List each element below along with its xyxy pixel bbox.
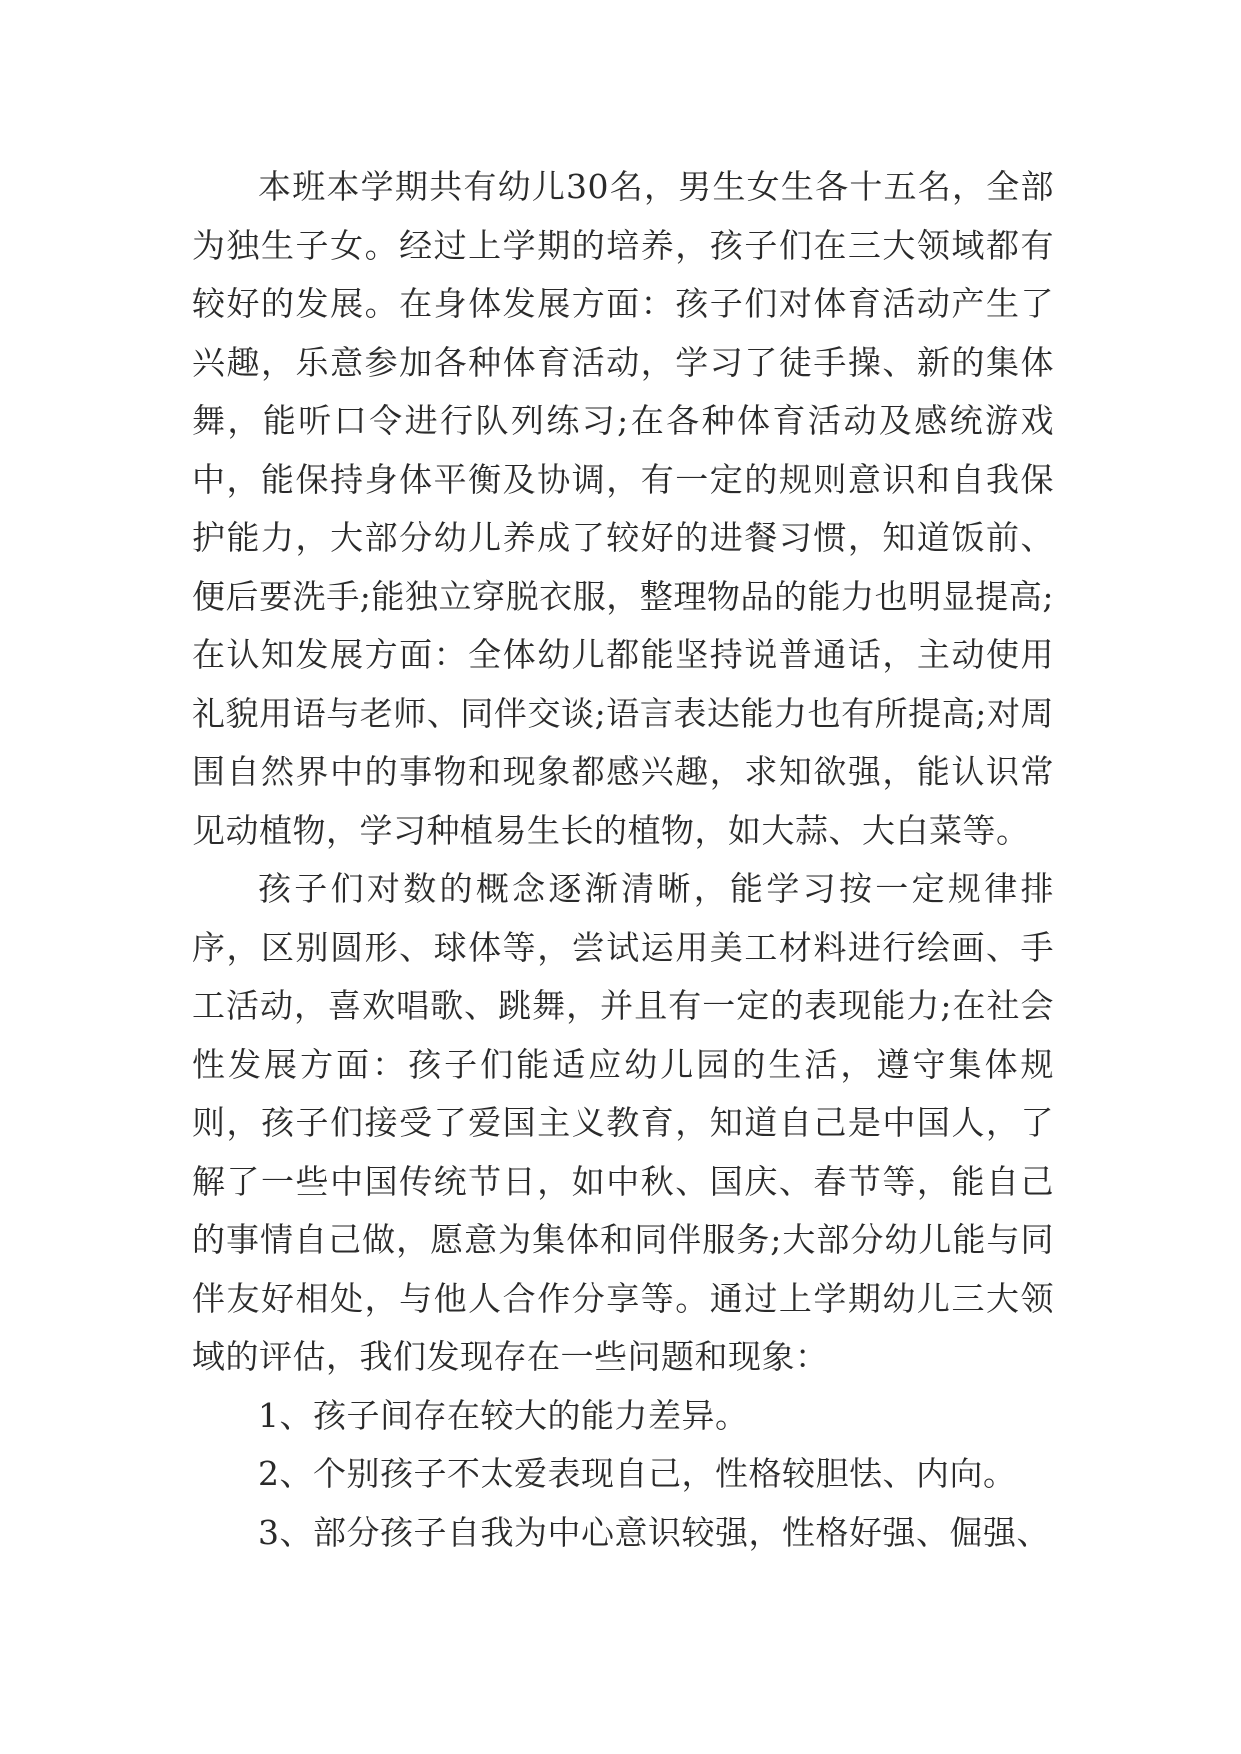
list-item: 3、部分孩子自我为中心意识较强，性格好强、倔强、 — [258, 1512, 1050, 1552]
list-item: 2、个别孩子不太爱表现自己，性格较胆怯、内向。 — [258, 1454, 1017, 1493]
paragraph: 本班本学期共有幼儿30名，男生女生各十五名，全部为独生子女。经过上学期的培养，孩子们在三大领域都有较好的发展。在身体发展方面：孩子们对体育活动产生了兴趣，乐意参加各种体育活动，学习了徒手操、新的集体舞，能听口令进行队列练习;在各种体育活动及感统游戏中，能保持身体平衡及协调，有一定的规则意识和自我保护能力，大部分幼儿养成了较好的进餐习惯，知道饭前、便后要洗手;能独立穿脱衣服，整理物品的能力也明显提高;在认知发展方面：全体幼儿都能坚持说普通话，主动使用礼貌用语与老师、同伴交谈;语言表达能力也有所提高;对周围自然界中的事物和现象都感兴趣，求知欲强，能认识常见动植物，学习种植易生长的植物，如大蒜、大白菜等。 — [192, 167, 1054, 850]
paragraph: 孩子们对数的概念逐渐清晰，能学习按一定规律排序，区别圆形、球体等，尝试运用美工材料进行绘画、手工活动，喜欢唱歌、跳舞，并且有一定的表现能力;在社会性发展方面：孩子们能适应幼儿园的生活，遵守集体规则，孩子们接受了爱国主义教育，知道自己是中国人，了解了一些中国传统节日，如中秋、国庆、春节等，能自己的事情自己做，愿意为集体和同伴服务;大部分幼儿能与同伴友好相处，与他人合作分享等。通过上学期幼儿三大领域的评估，我们发现存在一些问题和现象： — [192, 869, 1054, 1376]
list-item: 1、孩子间存在较大的能力差异。 — [258, 1395, 749, 1435]
document-body — [192, 158, 1054, 1562]
